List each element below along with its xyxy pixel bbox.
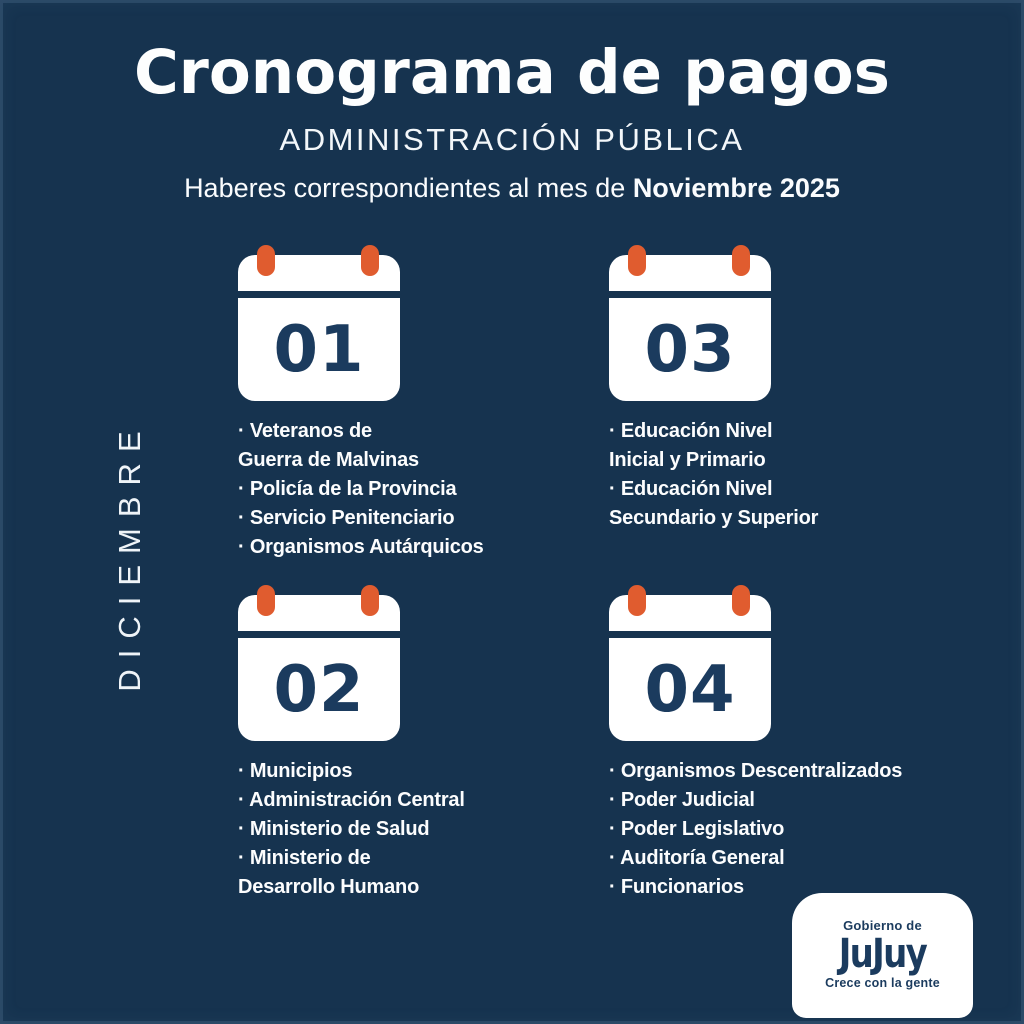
intro-text-regular: Haberes correspondientes al mes de [184,173,633,203]
schedule-cell-day-04 [609,585,1021,898]
calendar-day-number: 02 [273,652,365,727]
calendar-icon [609,585,771,741]
schedule-cell-day-02 [238,585,650,898]
payment-list [609,757,902,902]
calendar-peg-icon [361,585,379,616]
payment-list-line: · Municipios [238,760,353,782]
payment-list-line: · Organismos Descentralizados [609,760,903,782]
payment-list-line: · Ministerio de [238,847,371,869]
month-label: DICIEMBRE [112,420,147,692]
payment-list-line: Desarrollo Humano [238,876,420,898]
calendar-sheet [238,255,400,401]
logo-government-label: Gobierno de [843,917,922,933]
payment-list-line: · Administración Central [238,789,465,811]
intro-text-bold: Noviembre 2025 [632,173,840,203]
calendar-peg-icon [732,245,750,276]
calendar-day-number: 03 [644,312,736,387]
page-title: Cronograma de pagos [134,37,890,108]
calendar-sheet [609,255,771,401]
schedule-cell-day-01 [238,245,650,558]
page-subtitle: ADMINISTRACIÓN PÚBLICA [279,122,745,157]
intro-text [0,173,1024,203]
calendar-icon [609,245,771,401]
calendar-divider [609,291,771,298]
payment-list [238,417,484,562]
payment-list [609,417,818,533]
payment-list-line: · Policía de la Provincia [238,478,457,500]
payment-list-line: · Educación Nivel [609,478,773,500]
calendar-icon [238,585,400,741]
calendar-peg-icon [361,245,379,276]
payment-list-line: · Poder Legislativo [609,818,785,840]
calendar-day-number: 04 [644,652,736,727]
jujuy-logo [792,893,973,1018]
calendar-peg-icon [628,245,646,276]
calendar-day-number: 01 [273,312,365,387]
calendar-icon [238,245,400,401]
payment-list-line: Inicial y Primario [609,449,766,471]
payment-list-line: Guerra de Malvinas [238,449,419,471]
calendar-divider [609,631,771,638]
calendar-peg-icon [257,585,275,616]
logo-wordmark: JuJuy [838,930,927,977]
calendar-peg-icon [732,585,750,616]
payment-list-line: · Poder Judicial [609,789,755,811]
calendar-sheet [609,595,771,741]
payment-list-line: · Organismos Autárquicos [238,536,484,558]
schedule-cell-day-03 [609,245,1021,529]
calendar-divider [238,631,400,638]
payment-list-line: · Auditoría General [609,847,785,869]
payment-list-line: · Servicio Penitenciario [238,507,455,529]
calendar-divider [238,291,400,298]
logo-tagline: Crece con la gente [825,975,940,990]
payment-list-line: · Educación Nivel [609,420,773,442]
calendar-sheet [238,595,400,741]
calendar-peg-icon [257,245,275,276]
calendar-body [238,298,400,401]
payment-list-line: · Veteranos de [238,420,372,442]
payment-list-line: Secundario y Superior [609,507,819,529]
calendar-body [238,638,400,741]
payment-list [238,757,465,902]
poster-header [0,0,1024,203]
payment-list-line: · Ministerio de Salud [238,818,430,840]
calendar-peg-icon [628,585,646,616]
calendar-body [609,638,771,741]
calendar-body [609,298,771,401]
payment-list-line: · Funcionarios [609,876,744,898]
